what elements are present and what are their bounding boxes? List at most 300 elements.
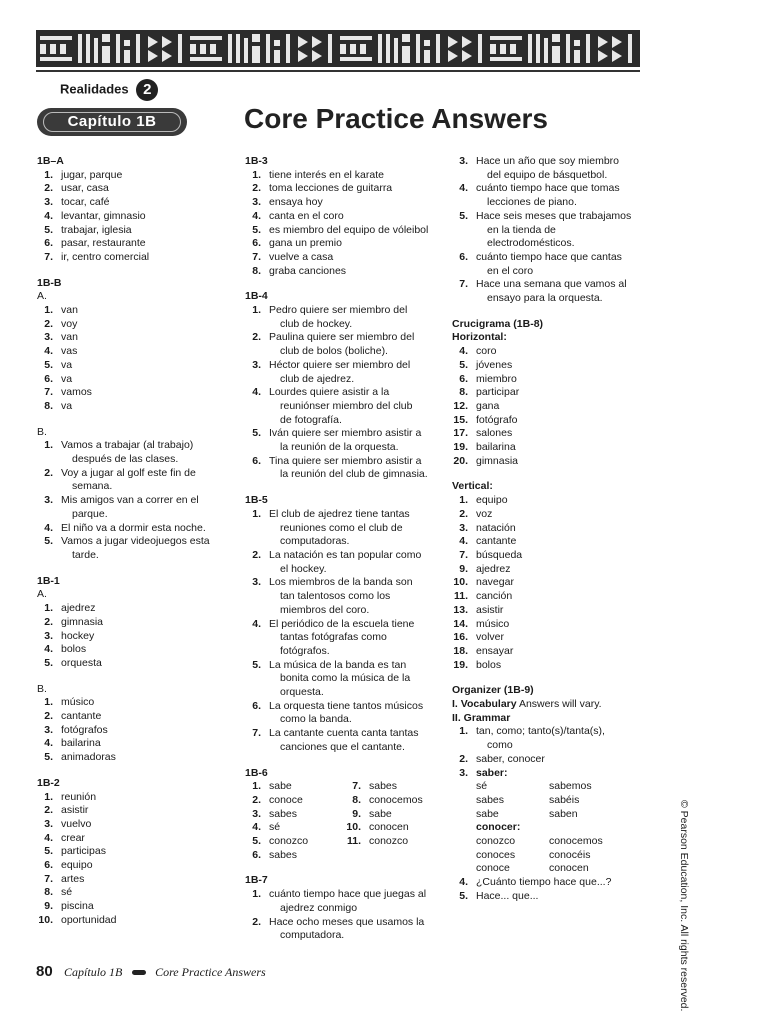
conocer-conjugation bbox=[452, 835, 652, 876]
answer-item bbox=[345, 835, 445, 849]
item-text: conoce bbox=[269, 793, 303, 806]
answer-item bbox=[37, 196, 232, 210]
item-text: Tina quiere ser miembro asistir a bbox=[269, 454, 422, 467]
item-number: 3. bbox=[44, 494, 53, 507]
answers-column-1 bbox=[37, 155, 232, 940]
item-continuation: club de ajedrez. bbox=[280, 372, 355, 385]
item-text: asistir bbox=[476, 603, 504, 616]
item-text: volver bbox=[476, 631, 505, 644]
item-text: sabe bbox=[269, 780, 292, 793]
item-text: La música de la banda es tan bbox=[269, 658, 407, 671]
item-number: 3. bbox=[44, 196, 53, 209]
answer-item bbox=[452, 345, 652, 359]
item-text: voz bbox=[476, 507, 493, 520]
answer-pair-row bbox=[245, 821, 445, 835]
item-text: conocemos bbox=[369, 793, 423, 806]
answer-item bbox=[452, 155, 652, 169]
conjugation-row bbox=[476, 835, 652, 849]
answer-item bbox=[245, 304, 445, 318]
item-continuation: en el coro bbox=[487, 264, 534, 277]
item-text: La orquesta tiene tantos músicos bbox=[269, 699, 424, 712]
answer-item bbox=[452, 604, 652, 618]
item-text: Hace ocho meses que usamos la bbox=[269, 915, 425, 928]
item-continuation: tarde. bbox=[72, 548, 99, 561]
item-number: 9. bbox=[352, 807, 361, 820]
item-continuation: lecciones de piano. bbox=[487, 196, 577, 209]
conocer-label: conocer: bbox=[476, 821, 521, 834]
item-text: asistir bbox=[61, 804, 89, 817]
item-continuation: parque. bbox=[72, 507, 108, 520]
item-text: oportunidad bbox=[61, 913, 117, 926]
item-text: tiene interés en el karate bbox=[269, 168, 384, 181]
answer-pair-row bbox=[245, 794, 445, 808]
footer-chapter: Capítulo 1B bbox=[64, 965, 123, 979]
answer-item bbox=[245, 549, 445, 563]
answer-item bbox=[245, 849, 345, 863]
page-number: 80 bbox=[36, 963, 53, 980]
item-number: 7. bbox=[44, 250, 53, 263]
conjugation-plural: saben bbox=[549, 807, 578, 820]
item-number: 3. bbox=[252, 358, 261, 371]
decorative-banner bbox=[36, 30, 640, 67]
footer-dash-icon bbox=[132, 970, 146, 975]
item-text: La cantante cuenta canta tantas bbox=[269, 727, 419, 740]
item-text: reunión bbox=[61, 790, 97, 803]
item-number: 10. bbox=[346, 821, 361, 834]
answer-item bbox=[37, 818, 232, 832]
item-number: 5. bbox=[459, 358, 468, 371]
item-text: animadoras bbox=[61, 751, 116, 764]
answer-item bbox=[37, 345, 232, 359]
item-text: crear bbox=[61, 831, 85, 844]
answer-item bbox=[37, 873, 232, 887]
item-number: 4. bbox=[459, 535, 468, 548]
item-text: equipo bbox=[61, 859, 93, 872]
item-text: fotógrafos bbox=[61, 723, 108, 736]
answer-section bbox=[245, 290, 445, 482]
item-number: 1. bbox=[459, 494, 468, 507]
answer-item bbox=[37, 467, 232, 481]
answer-section bbox=[245, 767, 445, 863]
answer-item bbox=[245, 196, 445, 210]
item-continuation: bonita como la música de la bbox=[280, 672, 411, 685]
item-text: saber, conocer bbox=[476, 752, 545, 765]
section-heading: 1B-7 bbox=[245, 874, 268, 887]
item-number: 1. bbox=[44, 168, 53, 181]
item-number: 1. bbox=[252, 304, 261, 317]
item-text: salones bbox=[476, 427, 513, 440]
item-continuation: del equipo de básquetbol. bbox=[487, 168, 608, 181]
answer-section bbox=[245, 874, 445, 943]
answer-item bbox=[452, 508, 652, 522]
grammar-items bbox=[452, 876, 652, 903]
item-text: El periódico de la escuela tiene bbox=[269, 617, 415, 630]
item-number: 4. bbox=[252, 617, 261, 630]
vocabulary-text: Answers will vary. bbox=[518, 698, 602, 711]
item-number: 3. bbox=[459, 521, 468, 534]
item-number: 2. bbox=[252, 182, 261, 195]
answer-item bbox=[37, 832, 232, 846]
conjugation-singular: sabe bbox=[476, 807, 499, 820]
item-text: tocar, café bbox=[61, 196, 110, 209]
answer-section bbox=[245, 155, 445, 278]
item-number: 6. bbox=[252, 237, 261, 250]
answer-item bbox=[452, 455, 652, 469]
item-number: 5. bbox=[459, 889, 468, 902]
item-number: 4. bbox=[252, 209, 261, 222]
item-continuation: orquesta. bbox=[280, 686, 324, 699]
section-heading: 1B-4 bbox=[245, 290, 268, 303]
item-number: 3. bbox=[44, 817, 53, 830]
answer-item bbox=[245, 508, 445, 522]
answer-item bbox=[37, 804, 232, 818]
answer-item bbox=[452, 182, 652, 196]
answer-item bbox=[452, 373, 652, 387]
item-text: Los miembros de la banda son bbox=[269, 576, 413, 589]
answer-item bbox=[452, 251, 652, 265]
answer-item bbox=[452, 753, 652, 767]
conjugation-singular: sé bbox=[476, 780, 488, 793]
item-number: 18. bbox=[453, 644, 468, 657]
answer-item bbox=[245, 265, 445, 279]
item-number: 16. bbox=[453, 631, 468, 644]
answer-item bbox=[37, 737, 232, 751]
item-number: 5. bbox=[44, 358, 53, 371]
answer-item bbox=[37, 522, 232, 536]
item-text: ensaya hoy bbox=[269, 196, 323, 209]
page-title: Core Practice Answers bbox=[244, 103, 548, 134]
item-text: va bbox=[61, 358, 73, 371]
item-number: 5. bbox=[252, 223, 261, 236]
answer-item bbox=[37, 373, 232, 387]
answer-item bbox=[245, 386, 445, 400]
item-text: cantante bbox=[61, 710, 102, 723]
item-text: El niño va a dormir esta noche. bbox=[61, 521, 206, 534]
item-text: vuelve a casa bbox=[269, 250, 334, 263]
answer-item bbox=[452, 549, 652, 563]
answer-item bbox=[37, 386, 232, 400]
item-number: 7. bbox=[252, 727, 261, 740]
item-text: ajedrez bbox=[476, 562, 511, 575]
item-continuation: la reunión de la orquesta. bbox=[280, 441, 399, 454]
answer-item bbox=[452, 400, 652, 414]
item-text: bolos bbox=[61, 643, 87, 656]
item-continuation: como bbox=[487, 739, 513, 752]
answer-item bbox=[37, 359, 232, 373]
item-number: 2. bbox=[459, 752, 468, 765]
item-text: Voy a jugar al golf este fin de bbox=[61, 466, 196, 479]
conjugation-plural: conocen bbox=[549, 862, 589, 875]
item-number: 7. bbox=[352, 780, 361, 793]
answer-item bbox=[345, 780, 445, 794]
item-number: 7. bbox=[44, 386, 53, 399]
answer-pair-row bbox=[245, 835, 445, 849]
item-text: ir, centro comercial bbox=[61, 250, 150, 263]
item-text: participar bbox=[476, 386, 520, 399]
item-text: va bbox=[61, 399, 73, 412]
item-text: cuánto tiempo hace que cantas bbox=[476, 250, 622, 263]
footer-section: Core Practice Answers bbox=[155, 965, 266, 979]
answer-item bbox=[452, 278, 652, 292]
answer-item bbox=[452, 359, 652, 373]
item-number: 13. bbox=[453, 603, 468, 616]
item-number: 1. bbox=[459, 725, 468, 738]
answer-item bbox=[37, 251, 232, 265]
item-text: hockey bbox=[61, 629, 95, 642]
answer-item bbox=[245, 210, 445, 224]
part-label: B. bbox=[37, 425, 47, 438]
item-text: pasar, restaurante bbox=[61, 237, 146, 250]
item-number: 1. bbox=[44, 602, 53, 615]
vocabulary-label: I. Vocabulary bbox=[452, 698, 517, 711]
section-heading: 1B–A bbox=[37, 155, 64, 167]
answer-item bbox=[37, 237, 232, 251]
answer-item bbox=[452, 576, 652, 590]
answer-section bbox=[37, 277, 232, 414]
answer-item bbox=[452, 414, 652, 428]
answer-item bbox=[37, 845, 232, 859]
answer-item bbox=[245, 576, 445, 590]
item-number: 10. bbox=[453, 576, 468, 589]
item-continuation: computadora. bbox=[280, 929, 345, 942]
answer-item bbox=[345, 821, 445, 835]
item-number: 5. bbox=[252, 835, 261, 848]
series-label bbox=[60, 79, 158, 101]
section-heading: 1B-2 bbox=[37, 776, 60, 789]
item-text: Hace... que... bbox=[476, 889, 539, 902]
item-number: 3. bbox=[44, 629, 53, 642]
item-number: 4. bbox=[44, 209, 53, 222]
answer-item bbox=[37, 859, 232, 873]
grammar-items bbox=[452, 725, 652, 766]
answer-item bbox=[245, 182, 445, 196]
item-text: músico bbox=[476, 617, 510, 630]
answer-item bbox=[452, 441, 652, 455]
item-number: 1. bbox=[252, 168, 261, 181]
section-heading: Organizer (1B-9) bbox=[452, 684, 534, 697]
answer-item bbox=[37, 439, 232, 453]
item-text: El club de ajedrez tiene tantas bbox=[269, 507, 410, 520]
item-number: 6. bbox=[44, 859, 53, 872]
item-number: 2. bbox=[252, 548, 261, 561]
conjugation-row bbox=[476, 849, 652, 863]
section-heading: 1B-3 bbox=[245, 155, 268, 167]
item-number: 6. bbox=[252, 848, 261, 861]
item-number: 6. bbox=[252, 699, 261, 712]
answer-item bbox=[245, 794, 345, 808]
item-number: 5. bbox=[252, 658, 261, 671]
item-continuation: de fotografía. bbox=[280, 413, 342, 426]
saber-label: saber: bbox=[476, 766, 508, 779]
item-text: navegar bbox=[476, 576, 514, 589]
item-number: 7. bbox=[44, 872, 53, 885]
item-text: fotógrafo bbox=[476, 413, 518, 426]
conjugation-singular: conozco bbox=[476, 835, 516, 848]
item-text: Héctor quiere ser miembro del bbox=[269, 358, 411, 371]
item-number: 12. bbox=[453, 399, 468, 412]
item-text: sé bbox=[269, 821, 281, 834]
answer-item bbox=[37, 602, 232, 616]
item-number: 1. bbox=[44, 439, 53, 452]
answer-item bbox=[37, 169, 232, 183]
item-number: 9. bbox=[459, 562, 468, 575]
answer-item bbox=[245, 455, 445, 469]
answer-item bbox=[452, 563, 652, 577]
item-number: 2. bbox=[252, 331, 261, 344]
item-number: 8. bbox=[44, 886, 53, 899]
item-text: Lourdes quiere asistir a la bbox=[269, 386, 390, 399]
answer-item bbox=[452, 590, 652, 604]
answer-pair-row bbox=[245, 780, 445, 794]
answer-item bbox=[245, 888, 445, 902]
answer-item bbox=[452, 725, 652, 739]
series-name: Realidades bbox=[60, 81, 129, 97]
item-continuation: ajedrez conmigo bbox=[280, 901, 358, 914]
item-text: miembro bbox=[476, 372, 517, 385]
answer-item bbox=[345, 849, 445, 863]
item-text: sé bbox=[61, 886, 73, 899]
item-text: canta en el coro bbox=[269, 209, 344, 222]
chapter-tab: Capítulo 1B bbox=[37, 108, 187, 136]
item-number: 14. bbox=[453, 617, 468, 630]
answer-item bbox=[37, 630, 232, 644]
item-number: 17. bbox=[453, 427, 468, 440]
item-number: 2. bbox=[44, 710, 53, 723]
item-text: artes bbox=[61, 872, 85, 885]
item-number: 5. bbox=[44, 656, 53, 669]
answer-item bbox=[245, 427, 445, 441]
item-text: participas bbox=[61, 845, 106, 858]
item-number: 11. bbox=[453, 590, 468, 603]
item-text: toma lecciones de guitarra bbox=[269, 182, 393, 195]
item-number: 2. bbox=[252, 793, 261, 806]
item-number: 8. bbox=[352, 793, 361, 806]
item-text: cuánto tiempo hace que tomas bbox=[476, 182, 620, 195]
item-text: Hace seis meses que trabajamos bbox=[476, 209, 632, 222]
item-text: va bbox=[61, 372, 73, 385]
item-text: voy bbox=[61, 317, 78, 330]
item-continuation: la reunión del club de gimnasia. bbox=[280, 468, 428, 481]
item-text: equipo bbox=[476, 494, 508, 507]
conjugation-singular: conoce bbox=[476, 862, 510, 875]
item-continuation: miembros del coro. bbox=[280, 603, 370, 616]
item-text: conozco bbox=[369, 835, 409, 848]
item-text: canción bbox=[476, 590, 513, 603]
answers-column-2 bbox=[245, 155, 445, 955]
answer-item bbox=[37, 643, 232, 657]
conjugation-plural: conocemos bbox=[549, 835, 603, 848]
conocer-label-row bbox=[452, 821, 652, 835]
item-number: 5. bbox=[44, 845, 53, 858]
answer-section bbox=[245, 494, 445, 754]
item-number: 19. bbox=[453, 441, 468, 454]
answer-pair-row bbox=[245, 808, 445, 822]
item-number: 8. bbox=[44, 399, 53, 412]
organizer-section bbox=[452, 684, 652, 903]
item-continuation: semana. bbox=[72, 480, 113, 493]
conjugation-row bbox=[476, 862, 652, 876]
item-number: 6. bbox=[44, 372, 53, 385]
item-number: 5. bbox=[459, 209, 468, 222]
answer-item bbox=[37, 616, 232, 630]
item-text: vas bbox=[61, 345, 78, 358]
item-text: van bbox=[61, 304, 78, 317]
saber-conjugation bbox=[452, 780, 652, 821]
item-number: 6. bbox=[44, 237, 53, 250]
item-continuation: club de bolos (boliche). bbox=[280, 345, 388, 358]
item-number: 2. bbox=[44, 317, 53, 330]
item-text: bolos bbox=[476, 658, 502, 671]
answer-item bbox=[37, 182, 232, 196]
item-text: ensayar bbox=[476, 644, 514, 657]
item-text: Pedro quiere ser miembro del bbox=[269, 304, 408, 317]
answer-item bbox=[452, 427, 652, 441]
section-heading: 1B-6 bbox=[245, 766, 268, 779]
item-number: 8. bbox=[459, 386, 468, 399]
item-text: músico bbox=[61, 696, 95, 709]
item-number: 4. bbox=[459, 876, 468, 889]
answer-item bbox=[452, 522, 652, 536]
item-number: 6. bbox=[252, 454, 261, 467]
answer-item bbox=[37, 751, 232, 765]
part-label: A. bbox=[37, 588, 47, 601]
answer-item bbox=[37, 494, 232, 508]
item-number: 2. bbox=[252, 915, 261, 928]
conjugation-singular: conoces bbox=[476, 848, 516, 861]
item-text: ¿Cuánto tiempo hace que...? bbox=[476, 876, 612, 889]
item-continuation: en la tienda de bbox=[487, 223, 556, 236]
item-text: graba canciones bbox=[269, 264, 347, 277]
item-text: Paulina quiere ser miembro del bbox=[269, 331, 415, 344]
answer-item bbox=[37, 886, 232, 900]
item-number: 4. bbox=[44, 643, 53, 656]
item-text: sabes bbox=[269, 848, 298, 861]
answer-item bbox=[37, 331, 232, 345]
saber-item bbox=[452, 767, 652, 781]
item-text: bailarina bbox=[61, 737, 101, 750]
conjugation-singular: sabes bbox=[476, 793, 505, 806]
answer-item bbox=[245, 659, 445, 673]
item-text: sabes bbox=[269, 807, 298, 820]
item-text: coro bbox=[476, 345, 497, 358]
answer-item bbox=[345, 794, 445, 808]
item-number: 8. bbox=[252, 264, 261, 277]
item-number: 9. bbox=[44, 900, 53, 913]
answer-item bbox=[37, 914, 232, 928]
answer-item bbox=[245, 808, 345, 822]
answer-item bbox=[37, 696, 232, 710]
answer-item bbox=[245, 237, 445, 251]
item-number: 7. bbox=[252, 250, 261, 263]
answer-section bbox=[37, 683, 232, 765]
answers-column-3 bbox=[452, 155, 652, 916]
answer-item bbox=[452, 876, 652, 890]
answer-item bbox=[37, 318, 232, 332]
item-number: 3. bbox=[459, 155, 468, 167]
answer-section bbox=[37, 426, 232, 563]
item-text: gana un premio bbox=[269, 237, 342, 250]
answer-item bbox=[245, 251, 445, 265]
section-heading: Crucigrama (1B-8) bbox=[452, 317, 544, 330]
answer-item bbox=[452, 659, 652, 673]
item-number: 5. bbox=[44, 535, 53, 548]
item-text: trabajar, iglesia bbox=[61, 223, 132, 236]
column-3-sections bbox=[452, 155, 652, 672]
vocabulary-line bbox=[452, 698, 652, 712]
item-number: 4. bbox=[44, 737, 53, 750]
item-continuation: tantas fotógrafas como bbox=[280, 631, 387, 644]
answer-item bbox=[245, 169, 445, 183]
